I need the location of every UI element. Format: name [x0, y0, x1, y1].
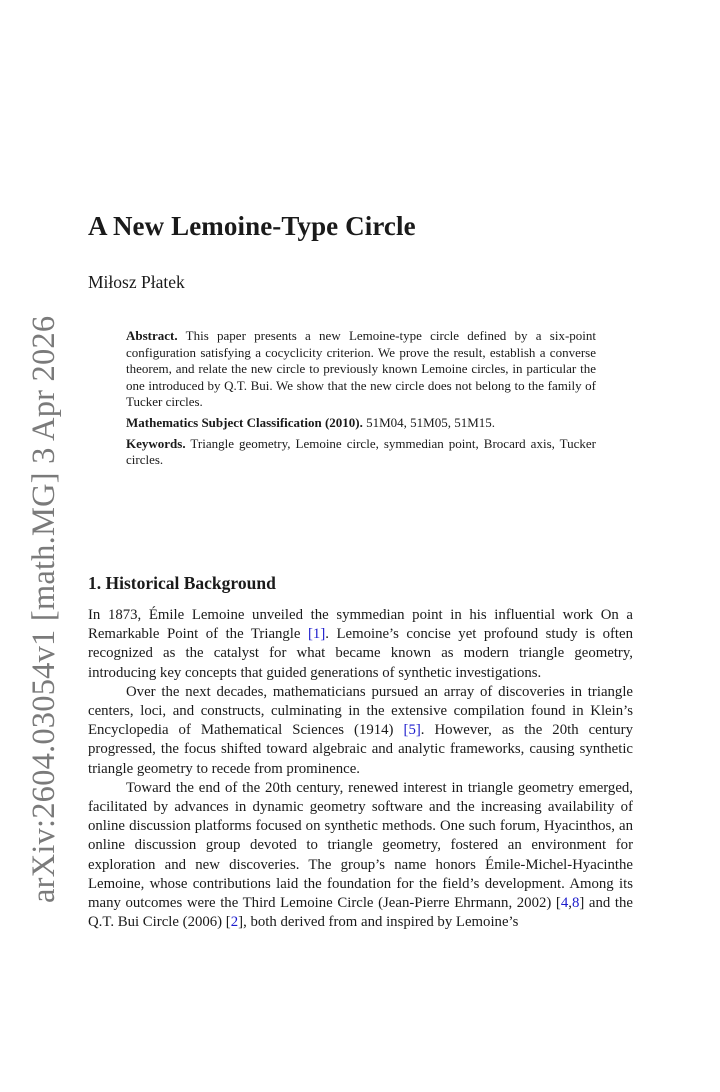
msc-label: Mathematics Subject Classification (2010).: [126, 414, 363, 430]
paragraph-3-text-a: Toward the end of the 20th century, renewed interest in triangle geometry emerged, facilitated by advances in dynamic geometry software and the increasing availability of online discussion platforms focused on synthetic methods. One such forum, Hyacinthos, an online discussion group devoted to triangle geometry, fostered an environment for exploration and new discoveries. The group’s name honors Émile-Michel-Hyacinthe Lemoine, whose contributions laid the foundation for the field’s development. Among its many outcomes were the Third Lemoine Circle (Jean-Pierre Ehrmann, 2002) [: [88, 779, 633, 912]
abstract-text: This paper presents a new Lemoine-type circle defined by a six-point configuration satisfying a cocyclicity criterion. We prove the result, establish a converse theorem, and relate the new circle to previously known Lemoine circles, in particular the one introduced by Q.T. Bui. We show that the new circle does not belong to the family of Tucker circles.: [126, 328, 597, 410]
keywords-text: Triangle geometry, Lemoine circle, symmedian point, Brocard axis, Tucker circles.: [126, 435, 597, 468]
keywords-label: Keywords.: [126, 435, 186, 451]
paragraph-2-text-a: Over the next decades, mathematicians pursued an array of discoveries in triangle centers, loci, and constructs, culminating in the extensive compilation found in Klein’s Encyclopedia of Mathematical Sciences (1914): [88, 683, 633, 739]
paragraph-1-text-a: In 1873, Émile Lemoine unveiled the symmedian point in his influential work On a Remarkable Point of the Triangle: [88, 607, 633, 643]
keywords: [126, 436, 596, 469]
abstract-label: Abstract.: [126, 328, 178, 343]
author-name: Miłosz Płatek: [88, 272, 185, 292]
section-body: [88, 606, 633, 932]
paragraph-1-text-b: . Lemoine’s concise yet profound study is often recognized as the catalyst for what became known as modern triangle geometry, introducing key concepts that guided generations of synthetic investigations.: [88, 626, 633, 681]
citation-link[interactable]: 2: [230, 914, 239, 931]
paragraph-3-text-b: ] and the Q.T. Bui Circle (2006) [: [88, 895, 633, 931]
arxiv-identifier: [21, 243, 67, 903]
citation-link[interactable]: [1]: [308, 626, 326, 643]
arxiv-identifier-text: arXiv:2604.03054v1 [math.MG] 3 Apr 2026: [26, 315, 62, 903]
msc-text: 51M04, 51M05, 51M15.: [366, 414, 496, 430]
paper-title: A New Lemoine-Type Circle: [88, 211, 416, 241]
citation-link[interactable]: 4: [560, 895, 569, 912]
citation-link[interactable]: 8: [571, 895, 580, 912]
paragraph-3: [88, 779, 633, 933]
abstract-block: [126, 328, 596, 473]
abstract: [126, 328, 596, 411]
citation-separator: ,: [568, 895, 572, 912]
paragraph-1: [88, 606, 633, 683]
paragraph-2: [88, 683, 633, 779]
section-heading: 1. Historical Background: [88, 573, 276, 593]
paragraph-2-text-b: . However, as the 20th century progressed, the focus shifted toward algebraic and analytic frameworks, causing synthetic triangle geometry to recede from prominence.: [88, 722, 633, 777]
citation-link[interactable]: [5]: [403, 722, 421, 739]
msc-classification: [126, 415, 596, 432]
paragraph-3-text-c: ], both derived from and inspired by Lemoine’s: [238, 914, 519, 931]
